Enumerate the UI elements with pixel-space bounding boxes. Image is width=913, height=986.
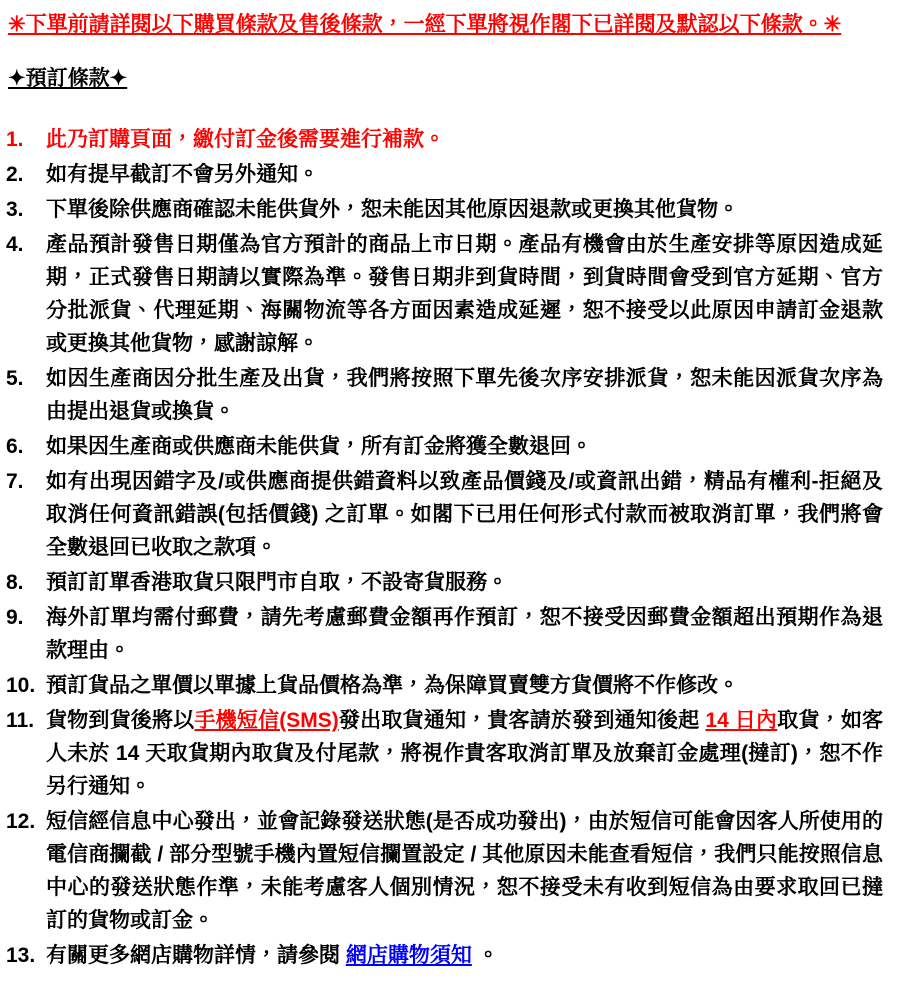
term-item-12 [6, 805, 883, 937]
term-number: 10. [6, 674, 36, 697]
term-text [46, 566, 883, 599]
text-segment: 短信經信息中心發出，並會記錄發送狀態(是否成功發出)，由於短信可能會因客人所使用的電信商攔截 / 部分型號手機內置短信攔置設定 / 其他原因未能查看短信，我們只能按照信息中心的發送狀態作準，未能考慮客人個別情況，恕不接受未有收到短信為由要求取回已撻訂的貨物或訂金。 [46, 810, 883, 932]
terms-list [6, 123, 883, 972]
term-number: 2. [6, 163, 24, 186]
highlighted-text: 手機短信(SMS) [194, 709, 339, 732]
term-number: 3. [6, 198, 24, 221]
term-number: 5. [6, 367, 24, 390]
term-number: 8. [6, 571, 24, 594]
term-text [46, 601, 883, 667]
text-segment: 發出取貨通知，貴客請於發到通知後起 [338, 709, 706, 732]
term-text [46, 805, 883, 937]
term-text [46, 123, 883, 156]
term-item-2 [6, 158, 883, 191]
term-text [46, 158, 883, 191]
highlighted-text: 14 日內 [705, 709, 778, 732]
term-item-7 [6, 465, 883, 564]
term-number: 12. [6, 810, 36, 833]
term-item-1 [6, 123, 883, 156]
term-item-5 [6, 362, 883, 428]
term-text [46, 939, 883, 972]
term-text [46, 228, 883, 360]
text-segment: 如有提早截訂不會另外通知。 [46, 163, 319, 186]
term-text [46, 669, 883, 702]
store-shopping-notice-link[interactable]: 網店購物須知 [345, 944, 472, 967]
text-segment: 下單後除供應商確認未能供貨外，恕未能因其他原因退款或更換其他貨物。 [46, 198, 739, 221]
red-text: 此乃訂購頁面，繳付訂金後需要進行補款。 [46, 128, 445, 151]
term-item-3 [6, 193, 883, 226]
term-item-4 [6, 228, 883, 360]
text-segment: 如果因生產商或供應商未能供貨，所有訂金將獲全數退回。 [46, 435, 592, 458]
text-segment: 貨物到貨後將以 [46, 709, 195, 732]
text-segment: 預訂貨品之單價以單據上貨品價格為準，為保障買賣雙方貨價將不作修改。 [46, 674, 739, 697]
text-segment: 如因生產商因分批生產及出貨，我們將按照下單先後次序安排派貨，恕未能因派貨次序為由提出退貨或換貨。 [46, 367, 883, 423]
term-number: 1. [6, 128, 24, 151]
term-number: 4. [6, 233, 24, 256]
term-number: 13. [6, 944, 36, 967]
section-title-row [6, 41, 883, 108]
preorder-terms-heading: ✦預訂條款✦ [8, 67, 128, 90]
term-item-11 [6, 704, 883, 803]
term-item-8 [6, 566, 883, 599]
term-item-13 [6, 939, 883, 972]
term-text [46, 362, 883, 428]
term-number: 7. [6, 470, 24, 493]
term-text [46, 430, 883, 463]
purchase-notice-banner: ✳下單前請詳閱以下購買條款及售後條款，一經下單將視作閣下已詳閱及默認以下條款。✳ [8, 13, 842, 36]
term-number: 9. [6, 606, 24, 629]
text-segment: 產品預計發售日期僅為官方預計的商品上市日期。產品有機會由於生產安排等原因造成延期，正式發售日期請以實際為準。發售日期非到貨時間，到貨時間會受到官方延期、官方分批派貨、代理延期、海關物流等各方面因素造成延遲，恕不接受以此原因申請訂金退款或更換其他貨物，感謝諒解。 [46, 233, 883, 355]
text-segment: 有關更多網店購物詳情，請參閱 [46, 944, 346, 967]
term-item-10 [6, 669, 883, 702]
term-item-9 [6, 601, 883, 667]
text-segment: 取貨，如客人未於 14 天取貨期內取貨及付尾款，將視作貴客取消訂單及放棄訂金處理(撻訂)，恕不作另行通知。 [46, 709, 884, 798]
term-item-6 [6, 430, 883, 463]
term-text [46, 704, 883, 803]
term-number: 6. [6, 435, 24, 458]
text-segment: 如有出現因錯字及/或供應商提供錯資料以致產品價錢及/或資訊出錯，精品有權利-拒絕及取消任何資訊錯誤(包括價錢) 之訂單。如閣下已用任何形式付款而被取消訂單，我們將會全數退回已收取之款項。 [46, 470, 883, 559]
term-text [46, 193, 883, 226]
term-number: 11. [6, 709, 35, 732]
text-segment: 海外訂單均需付郵費，請先考慮郵費金額再作預訂，恕不接受因郵費金額超出預期作為退款理由。 [46, 606, 883, 662]
text-segment: 預訂訂單香港取貨只限門市自取，不設寄貨服務。 [46, 571, 508, 594]
text-segment: 。 [471, 944, 499, 967]
term-text [46, 465, 883, 564]
